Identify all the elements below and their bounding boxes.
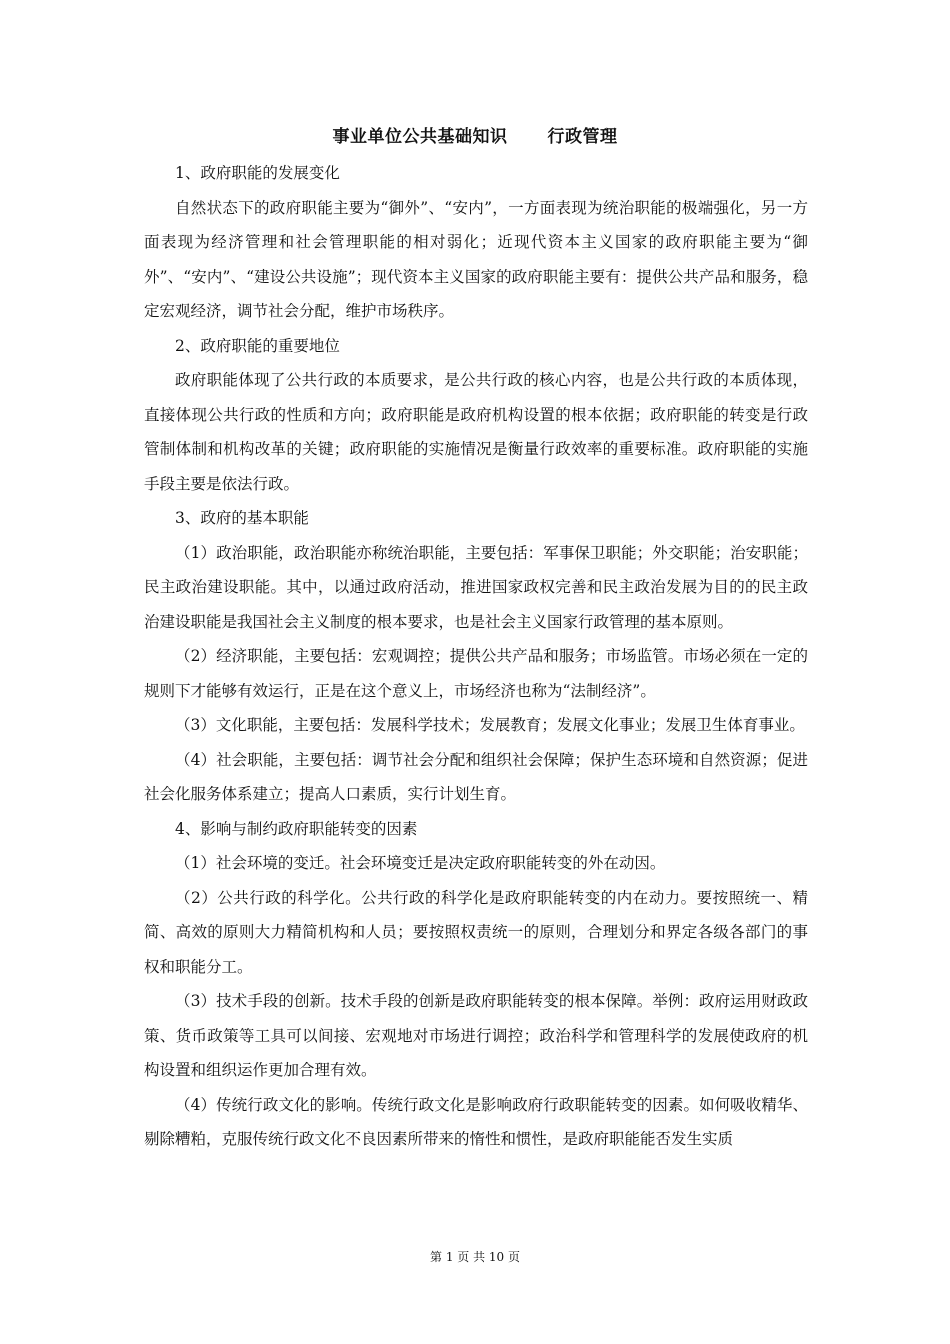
section-heading-3: 3、政府的基本职能 xyxy=(175,509,309,527)
paragraph: 自然状态下的政府职能主要为“御外”、“安内”，一方面表现为统治职能的极端强化，另一方面表现为经济管理和社会管理职能的相对弱化；近现代资本主义国家的政府职能主要为“御外”、“安内”、“建设公共设施”；现代资本主义国家的政府职能主要有：提供公共产品和服务，稳定宏观经济，调节社会分配，维护市场秩序。 xyxy=(144,198,808,320)
paragraph: （3）文化职能，主要包括：发展科学技术；发展教育；发展文化事业；发展卫生体育事业。 xyxy=(175,716,805,734)
paragraph: （2）公共行政的科学化。公共行政的科学化是政府职能转变的内在动力。要按照统一、精简、高效的原则大力精简机构和人员；要按照权责统一的原则，合理划分和界定各级各部门的事权和职能分工。 xyxy=(144,888,808,976)
title-main: 事业单位公共基础知识 xyxy=(332,127,508,147)
document-title xyxy=(0,126,950,148)
paragraph: （2）经济职能，主要包括：宏观调控；提供公共产品和服务；市场监管。市场必须在一定的规则下才能够有效运行，正是在这个意义上，市场经济也称为“法制经济”。 xyxy=(144,647,808,700)
paragraph: （1）社会环境的变迁。社会环境变迁是决定政府职能转变的外在动因。 xyxy=(175,854,666,872)
section-heading-4: 4、影响与制约政府职能转变的因素 xyxy=(175,819,418,838)
title-sub: 行政管理 xyxy=(547,127,618,147)
paragraph: 政府职能体现了公共行政的本质要求，是公共行政的核心内容，也是公共行政的本质体现，直接体现公共行政的性质和方向；政府职能是政府机构设置的根本依据；政府职能的转变是行政管制体制和机构改革的关键；政府职能的实施情况是衡量行政效率的重要标准。政府职能的实施手段主要是依法行政。 xyxy=(144,371,808,493)
section-heading-2: 2、政府职能的重要地位 xyxy=(175,336,340,355)
section-heading-1: 1、政府职能的发展变化 xyxy=(175,164,340,182)
page-footer: 第 1 页 共 10 页 xyxy=(430,1250,520,1264)
paragraph: （4）传统行政文化的影响。传统行政文化是影响政府行政职能转变的因素。如何吸收精华、剔除糟粕，克服传统行政文化不良因素所带来的惰性和惯性，是政府职能能否发生实质 xyxy=(144,1095,808,1148)
document-body xyxy=(144,156,808,1157)
paragraph: （1）政治职能，政治职能亦称统治职能，主要包括：军事保卫职能；外交职能；治安职能；民主政治建设职能。其中，以通过政府活动，推进国家政权完善和民主政治发展为目的的民主政治建设职能是我国社会主义制度的根本要求，也是社会主义国家行政管理的基本原则。 xyxy=(144,543,808,631)
paragraph: （3）技术手段的创新。技术手段的创新是政府职能转变的根本保障。举例：政府运用财政政策、货币政策等工具可以间接、宏观地对市场进行调控；政治科学和管理科学的发展使政府的机构设置和组织运作更加合理有效。 xyxy=(144,992,808,1079)
paragraph: （4）社会职能，主要包括：调节社会分配和组织社会保障；保护生态环境和自然资源；促进社会化服务体系建立；提高人口素质，实行计划生育。 xyxy=(144,750,808,803)
